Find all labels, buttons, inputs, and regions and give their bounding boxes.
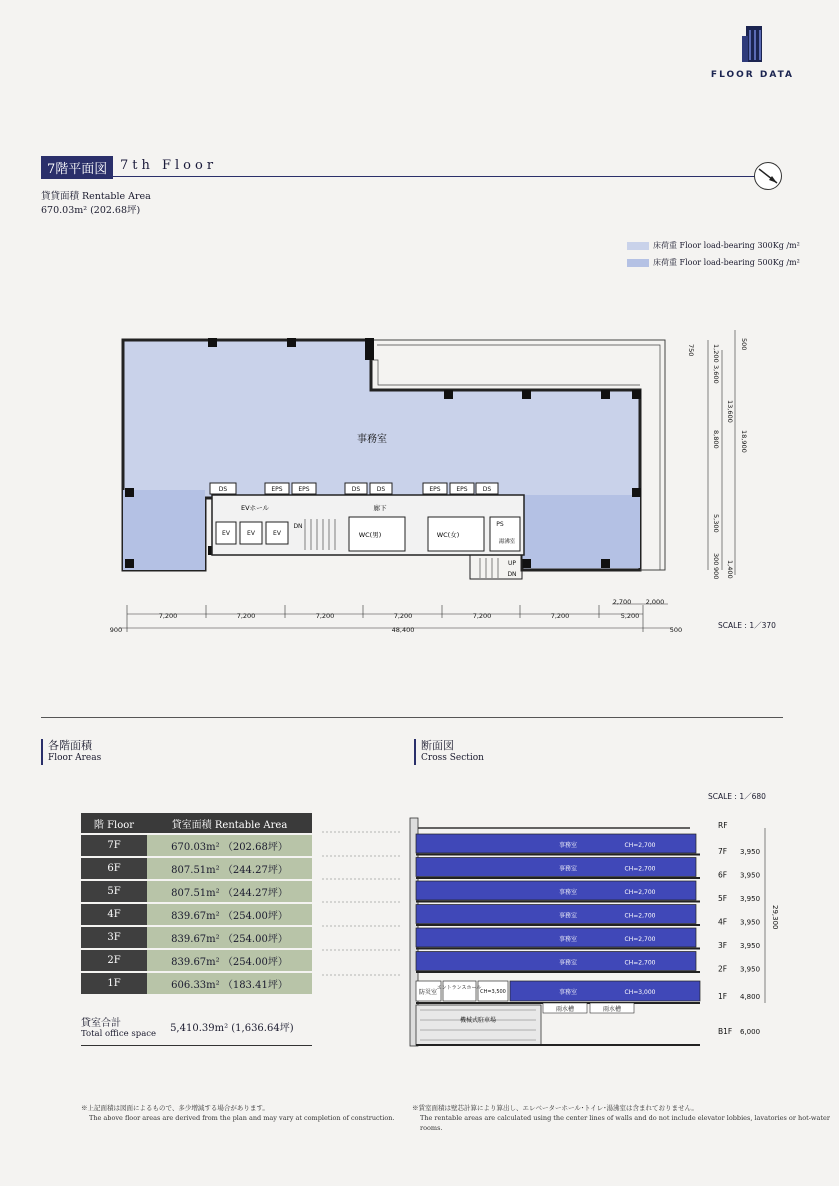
legend-swatch-300 [627,242,649,250]
section-floor-height: 3,950 [740,918,761,927]
section-ch-label: CH=2,700 [624,936,656,943]
cross-section-heading-jp: 断面図 [421,739,454,752]
table-row [81,950,312,971]
ev-label: EV [222,530,230,537]
rentable-value: 670.03m² (202.68坪) [41,205,141,216]
section-ch-label: CH=2,700 [624,912,656,920]
b1f-height: 6,000 [740,1028,761,1036]
table-row [81,835,312,856]
floor-plan [0,320,839,640]
dim-900: 900 [109,626,123,634]
section-floor-label: 4F [718,917,728,927]
entrance-label: エントランスホール [436,985,482,991]
dim-500: 500 [669,626,683,634]
brand-logo [711,22,794,80]
floor-areas-heading-en: Floor Areas [48,753,102,763]
room-office-label: 事務室 [357,434,387,445]
table-row [81,858,312,879]
floor-areas-heading [41,739,101,765]
floor-1f-height: 4,800 [740,993,761,1001]
floor-cell: 3F [81,927,147,948]
dim-right: 1,200 [712,344,720,363]
title-rule [41,176,757,177]
dim-right: 500 [740,338,748,351]
floor-cell: 1F [81,973,147,994]
floor-cell: 6F [81,858,147,879]
section-floor-height: 3,950 [740,871,761,880]
dim-total: 48,400 [391,626,415,634]
section-office-label: 事務室 [558,912,578,920]
area-cell: 807.51m² （244.27坪） [147,858,312,879]
area-cell: 839.67m² （254.00坪） [147,950,312,971]
rentable-label: 貸貸面積 Rentable Area [41,191,151,202]
table-row [81,904,312,925]
dim-bay: 7,200 [550,612,570,620]
brand-label: FLOOR DATA [710,70,794,80]
cross-section-heading-en: Cross Section [421,753,484,763]
section-floor-height: 3,950 [740,895,761,903]
eps-label: EPS [429,486,441,493]
area-cell: 670.03m² （202.68坪） [147,835,312,856]
total-area [81,1014,312,1046]
wc-women-label: WC(女) [436,531,460,539]
table-row [81,881,312,902]
legend-500 [627,257,800,268]
dim-bay: 5,200 [620,612,640,620]
floor-cell: 2F [81,950,147,971]
office-1f-label: 事務室 [558,989,578,996]
table-row [81,973,312,994]
ps-label: PS [496,521,504,528]
dim-right: 5,300 [712,514,720,533]
floor-cell: 7F [81,835,147,856]
table-header [81,813,312,833]
total-height: 29,300 [771,905,779,930]
total-label-jp: 貸室合計 [81,1018,121,1029]
rainwater-label: 雨水槽 [602,1006,622,1013]
floor-cell: 5F [81,881,147,902]
cross-section [380,810,800,1050]
dim-bay: 7,200 [393,612,413,620]
dim-right: 300 [712,553,720,566]
ev-label: EV [247,530,255,537]
section-office-label: 事務室 [558,842,578,849]
area-cell: 807.51m² （244.27坪） [147,881,312,902]
dim-right: 3,600 [712,365,720,384]
section-ch-label: CH=2,700 [624,889,656,896]
section-floor-label: 7F [718,847,728,856]
dim-2000: 2,000 [645,598,665,606]
dim-bay: 7,200 [472,612,492,620]
ds-label: DS [218,486,228,493]
eps-label: EPS [456,486,468,493]
legend-300 [627,240,800,251]
section-scale: SCALE : 1／680 [708,792,766,801]
dn-label: DN [507,571,517,578]
ch-1f-label: CH=3,000 [624,989,656,996]
section-note-jp: ※賃室面積は壁芯計算により算出し、エレベーターホール･トイレ･湯沸室は含まれておりません。 [412,1104,698,1112]
floor-areas-heading-jp: 各階面積 [48,739,92,752]
office-area-500 [123,490,205,570]
legend-label-300: 床荷重 Floor load-bearing 300Kg /m² [653,241,800,250]
section-office-label: 事務室 [558,889,578,896]
eps-label: EPS [271,486,283,493]
area-cell: 839.67m² （254.00坪） [147,904,312,925]
cross-section-heading [414,739,484,765]
legend-swatch-500 [627,259,649,267]
dim-right: 13,600 [726,400,734,423]
dim-right: 750 [687,344,695,357]
dim-right: 18,900 [740,430,748,453]
floor-cell: 4F [81,904,147,925]
section-office-label: 事務室 [558,865,578,873]
b1f-label: B1F [718,1027,733,1036]
dim-right: 900 [712,567,720,580]
divider [41,717,783,718]
table-row [81,927,312,948]
col-floor: 階 Floor [81,813,147,833]
wc-men-label: WC(男) [358,531,382,539]
ev-label: EV [273,530,281,537]
total-label-en: Total office space [81,1029,157,1039]
eps-label: EPS [298,486,310,493]
total-value: 5,410.39m² (1,636.64坪) [170,1023,294,1034]
up-label: UP [507,560,517,567]
section-floor-height: 3,950 [740,965,761,974]
ch-3500-label: CH=3,500 [480,989,506,995]
section-floor-label: 6F [718,870,728,880]
plan-title-jp: 7階平面図 [41,156,113,179]
section-floor-label: 3F [718,941,728,950]
section-floor-label: 5F [718,894,728,903]
dim-right: 1,400 [726,560,734,579]
section-floor-height: 3,950 [740,942,761,950]
ds-label: DS [351,486,361,493]
dim-bay: 7,200 [315,612,335,620]
plan-scale: SCALE : 1／370 [718,621,776,630]
dim-bay: 7,200 [158,612,178,620]
floor-areas-note-jp: ※上記面積は図面によるもので、多少増減する場合があります。 [81,1104,269,1112]
yusogi-label: 湯沸室 [498,539,516,545]
rainwater-label: 雨水槽 [555,1006,575,1013]
floor-areas-note-en: The above floor areas are derived from the plan and may vary at completion of construction. [89,1114,395,1122]
section-ch-label: CH=2,700 [624,865,656,873]
dim-right: 8,800 [712,430,720,449]
dim-bay: 7,200 [236,612,256,620]
compass-icon [754,162,782,190]
bousai-label: 防災室 [418,989,438,996]
section-floor-label: 2F [718,964,728,974]
building-icon [739,22,765,62]
ds-label: DS [376,486,386,493]
section-note [412,1103,839,1133]
section-ch-label: CH=2,700 [624,959,656,967]
section-office-label: 事務室 [558,959,578,967]
area-cell: 606.33m² （183.41坪） [147,973,312,994]
legend-label-500: 床荷重 Floor load-bearing 500Kg /m² [653,258,800,267]
ds-label: DS [482,486,492,493]
section-floor-height: 3,950 [740,848,761,856]
section-note-en: The rentable areas are calculated using the center lines of walls and do not include elevator lobbies, lavatories or hot-water rooms. [420,1114,830,1132]
section-ch-label: CH=2,700 [624,842,656,849]
ev-hall-label: EVホール [241,504,269,512]
area-cell: 839.67m² （254.00坪） [147,927,312,948]
rf-label: RF [718,821,728,830]
section-office-label: 事務室 [558,936,578,943]
floor-1f-label: 1F [718,992,728,1001]
floor-areas-table [81,811,312,996]
dn-label: DN [293,523,303,530]
plan-title-en: 7th Floor [120,158,218,173]
dim-2700: 2,700 [612,598,632,606]
parking-label: 機械式駐車場 [459,1017,497,1024]
corridor-label: 廊下 [373,504,387,512]
floor-areas-note [81,1103,395,1123]
col-area: 貸室面積 Rentable Area [147,813,312,833]
